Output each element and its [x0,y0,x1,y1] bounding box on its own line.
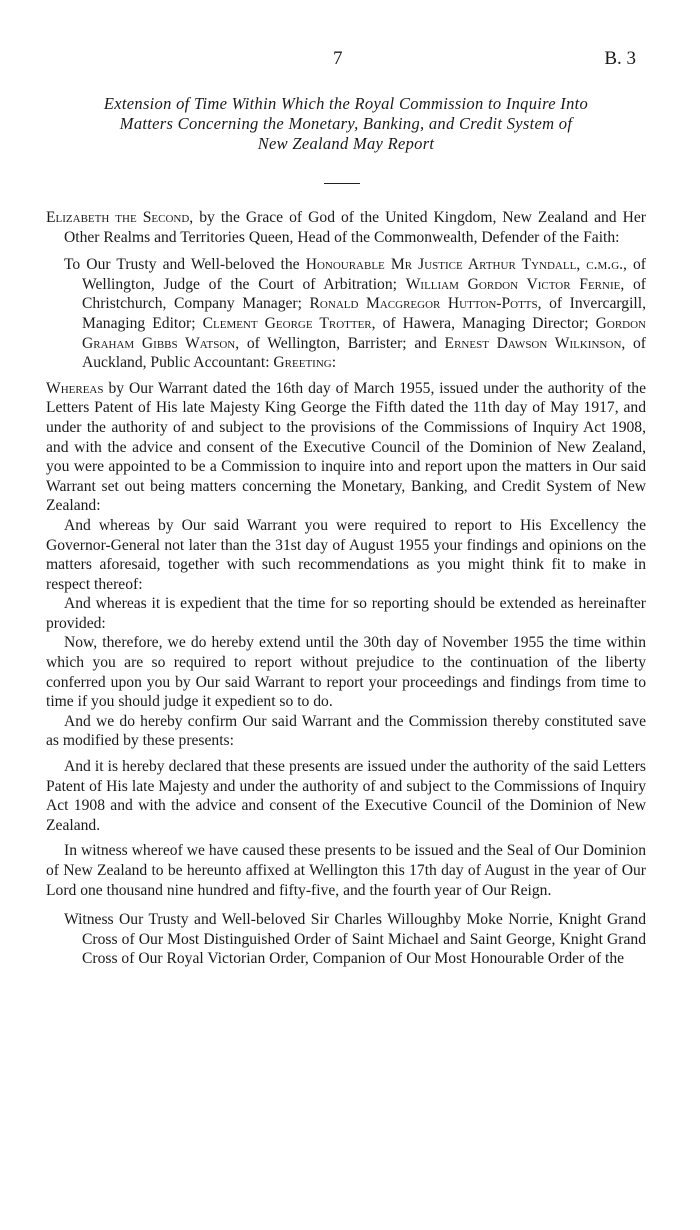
commissioner-name: Clement George Trotter [202,314,372,332]
preamble [46,208,646,247]
title-line-2: Matters Concerning the Monetary, Banking, and Credit System of [119,114,573,133]
title-divider [324,183,360,184]
commissioner-name: Gordon Graham Gibbs Watson [82,314,646,352]
paragraph-expedient: And whereas it is expedient that the time for so reporting should be extended as hereinafter provided: [46,595,646,632]
address-intro: To Our Trusty and Well-beloved the [64,256,306,274]
paragraph-in-witness: In witness whereof we have caused these presents to be issued and the Seal of Our Dominion of New Zealand to be hereunto affixed at Wellington this 17th day of August in the year of Our Lord one thousand nine hundred and fifty-five, and the fourth year of Our Reign. [46,842,646,899]
commissioner-role: , of Wellington, Barrister; and [235,334,445,352]
title-line-3: New Zealand May Report [257,134,435,153]
paragraph-extension: Now, therefore, we do hereby extend until the 30th day of November 1955 the time within which you are so required to report without prejudice to the continuation of the liberty conferred upon you by Our said Warrant to report your proceedings and findings from time to time if you should judge it expedient so to do. [46,634,646,711]
paragraph-report-deadline: And whereas by Our said Warrant you were required to report to His Excellency the Governor-General not later than the 31st day of August 1955 your findings and opinions on the matters aforesaid, together with such recommendations as you might think fit to make in respect thereof: [46,516,646,593]
commissioner-name: William Gordon Victor Fernie [405,275,621,293]
document-title [36,94,656,154]
whereas-paragraph [46,379,646,516]
commissioner-role: , of Auckland, Public Accountant: [82,334,646,372]
commissioner-role: , of Christchurch, Company Manager; [82,275,646,313]
document-body [46,208,646,969]
address-sep: , [576,256,587,274]
commissioner-role: , of Invercargill, Managing Editor; [82,295,646,332]
address-block [64,255,646,373]
whereas-text: by Our Warrant dated the 16th day of March 1955, issued under the authority of the Letters Patent of His late Majesty King George the Fifth dated the 11th day of May 1917, and under the authority of and subject to the provisions of the Commissions of Inquiry Act 1908, and with the advice and consent of the Executive Council of the Dominion of New Zealand, you were appointed to be a Commission to inquire into and report upon the matters in Our said Warrant set out being matters concerning the Monetary, Banking, and Credit System of New Zealand: [46,379,646,515]
commissioner-name: Ernest Dawson Wilkinson [444,334,622,352]
series-code: B. 3 [604,48,636,69]
title-line-1: Extension of Time Within Which the Royal Commission to Inquire Into [103,94,589,113]
commissioner-name: Honourable Mr Justice Arthur Tyndall [305,256,577,274]
paragraph-witness: Witness Our Trusty and Well-beloved Sir Charles Willoughby Moke Norrie, Knight Grand Cross of Our Most Distinguished Order of Saint Michael and Saint George, Knight Grand Cross of Our Royal Victorian Order, Companion of Our Most Honourable Order of the [64,911,646,968]
commissioner-role: , of Hawera, Managing Director; [371,314,596,332]
preamble-text: , by the Grace of God of the United Kingdom, New Zealand and Her Other Realms and Territories Queen, Head of the Commonwealth, Defender of the Faith: [64,209,646,246]
sovereign-name: Elizabeth the Second [46,209,190,226]
paragraph-confirm: And we do hereby confirm Our said Warrant and the Commission thereby constituted save as modified by these presents: [46,712,646,750]
greeting: Greeting [273,354,332,372]
paragraph-declared: And it is hereby declared that these presents are issued under the authority of the said Letters Patent of His late Majesty and under the authority of and subject to the Commissions of Inquiry Act 1908 and with the advice and consent of the Executive Council of the Dominion of New Zealand. [46,758,646,834]
commissioner-role: , of Wellington, Judge of the Court of Arbitration; [82,256,647,293]
commissioner-name: Ronald Macgregor Hutton-Potts [309,295,538,313]
page-header [0,48,700,74]
address-end: : [331,354,337,372]
page-number: 7 [333,48,343,69]
honour-initials: c.m.g. [586,256,624,274]
whereas-lead: Whereas [46,379,104,397]
